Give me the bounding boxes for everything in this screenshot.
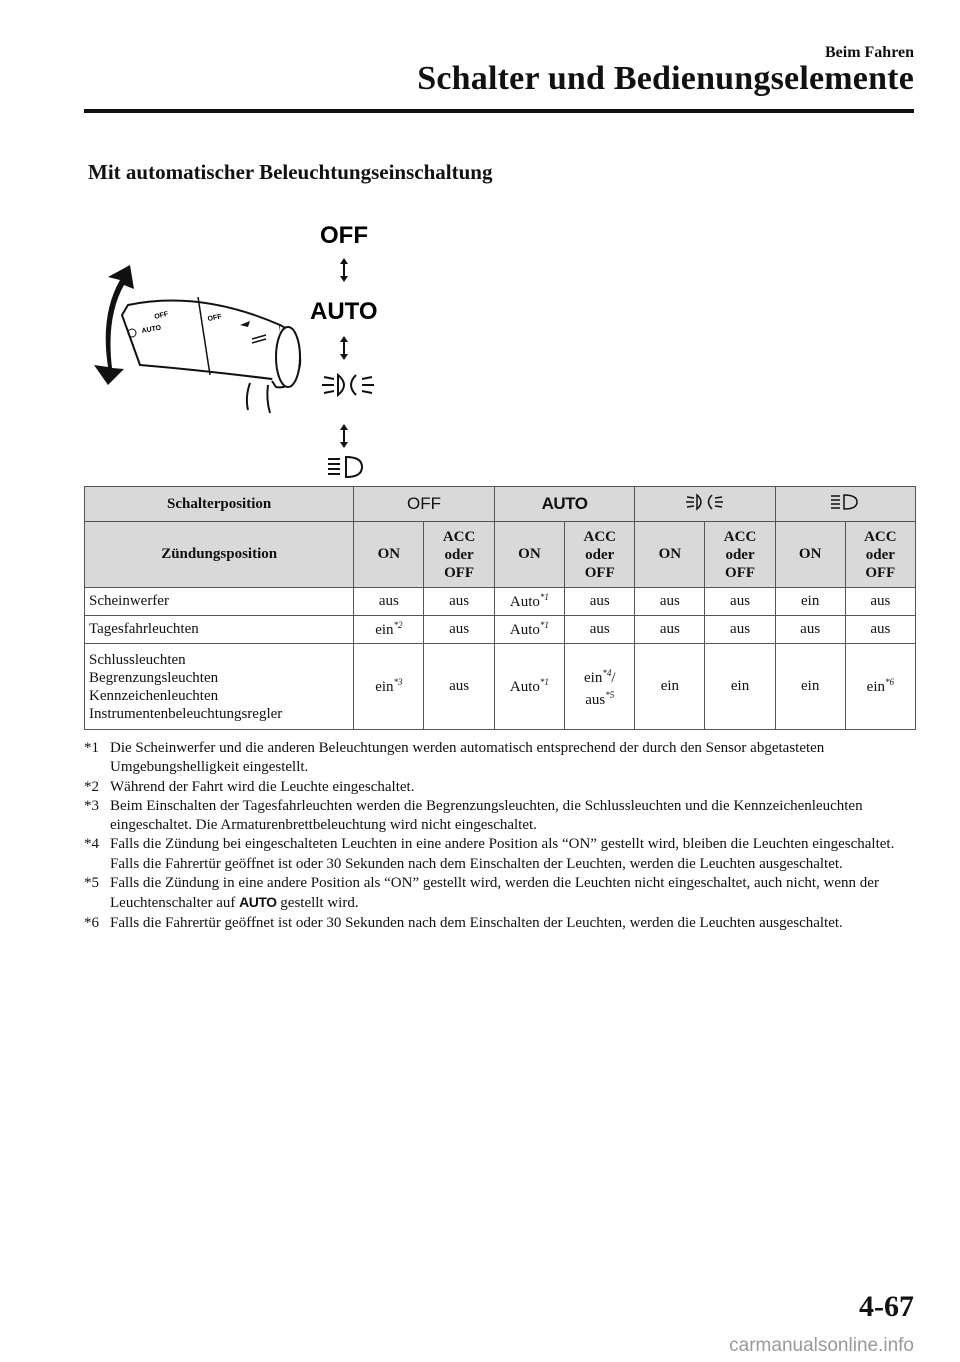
row-label-tail-lights: Schlussleuchten Begrenzungsleuchten Kennzeichenleuchten Instrumentenbeleuchtungsregler: [85, 644, 354, 730]
chapter-label: Beim Fahren: [824, 44, 914, 61]
footnotes: [84, 739, 914, 933]
page-number: 4-67: [859, 1290, 914, 1323]
table-cell: ein: [705, 644, 775, 730]
row-label-daytime-lights: Tagesfahrleuchten: [85, 616, 354, 644]
svg-text:AUTO: AUTO: [141, 324, 162, 335]
table-cell: aus: [845, 588, 915, 616]
table-cell: Auto$^{*1}$: [494, 616, 564, 644]
ignition-acc-off: ACC oder OFF: [424, 522, 494, 588]
table-cell: aus: [424, 616, 494, 644]
table-cell: aus: [424, 588, 494, 616]
parking-light-icon: [831, 494, 859, 510]
footnote: *3 Beim Einschalten der Tagesfahrleuchten werden die Begrenzungsleuchten, die Schlussleuchten und die Kennzeichenleuchten eingeschaltet. Die Armaturenbrettbeleuchtung wird nicht eingeschaltet.: [84, 797, 863, 834]
ignition-acc-off: ACC oder OFF: [845, 522, 915, 588]
updown-arrow-icon: [340, 258, 348, 282]
auto-icon: AUTO: [239, 894, 277, 911]
table-row: [85, 522, 916, 588]
table-cell: ein: [635, 644, 705, 730]
switch-position-headlight: [635, 487, 775, 522]
auto-label: AUTO: [310, 298, 378, 325]
table-cell: Auto$^{*1}$: [494, 644, 564, 730]
switch-position-auto: AUTO: [494, 487, 635, 522]
light-switch-lever: [122, 297, 300, 413]
table-cell: ein: [775, 644, 845, 730]
table-cell: ein$^{*2}$: [354, 616, 424, 644]
table-cell: aus: [775, 616, 845, 644]
table-row: [85, 616, 916, 644]
table-row: [85, 588, 916, 616]
headlight-icon: [322, 375, 374, 395]
watermark: carmanualsonline.info: [729, 1335, 914, 1356]
table-cell: aus: [565, 588, 635, 616]
svg-text:OFF: OFF: [153, 310, 170, 321]
light-switch-diagram: [80, 205, 410, 485]
table-cell: aus: [565, 616, 635, 644]
table-cell: ein$^{*4}$/ aus$^{*5}$: [565, 644, 635, 730]
ignition-on: ON: [494, 522, 564, 588]
parking-light-icon: [328, 457, 362, 477]
table-cell: aus: [845, 616, 915, 644]
updown-arrow-icon: [340, 336, 348, 360]
ignition-on: ON: [354, 522, 424, 588]
table-cell: aus: [705, 616, 775, 644]
switch-position-parking: [775, 487, 915, 522]
footnote: *1 Die Scheinwerfer und die anderen Beleuchtungen werden automatisch entsprechend der durch den Sensor abgetasteten Umgebungshelligkeit eingestellt.: [84, 740, 825, 776]
table-row: [85, 644, 916, 730]
table-cell: aus: [635, 588, 705, 616]
switch-position-off: OFF: [354, 487, 494, 522]
table-row: [85, 487, 916, 522]
svg-text:OFF: OFF: [207, 313, 223, 323]
ignition-acc-off: ACC oder OFF: [565, 522, 635, 588]
section-title: Schalter und Bedienungselemente: [417, 60, 914, 97]
row-label-headlights: Scheinwerfer: [85, 588, 354, 616]
table-cell: aus: [635, 616, 705, 644]
subheading: Mit automatischer Beleuchtungseinschaltung: [88, 160, 493, 184]
table-cell: ein$^{*3}$: [354, 644, 424, 730]
footnote: *5 Falls die Zündung in eine andere Position als “ON” gestellt wird, werden die Leuchten nicht eingeschaltet, auch nicht, wenn der Leuchtenschalter auf AUTO gestellt wird.: [84, 875, 879, 912]
table-cell: ein: [775, 588, 845, 616]
footnote: *6 Falls die Fahrertür geöffnet ist oder 30 Sekunden nach dem Einschalten der Leuchten, werden die Leuchten ausgeschaltet.: [84, 914, 843, 931]
footnote: *2 Während der Fahrt wird die Leuchte eingeschaltet.: [84, 778, 415, 795]
footnote: *4 Falls die Zündung bei eingeschalteten Leuchten in eine andere Position als “ON” gestellt wird, bleiben die Leuchten eingeschaltet. Falls die Fahrertür geöffnet ist oder 30 Sekunden nach dem Einschalten der Leuchten, werden die Leuchten ausgeschaltet.: [84, 836, 895, 872]
table-cell: ein$^{*6}$: [845, 644, 915, 730]
ignition-acc-off: ACC oder OFF: [705, 522, 775, 588]
off-label: OFF: [320, 222, 368, 249]
table-cell: aus: [354, 588, 424, 616]
headlight-icon: [685, 493, 725, 511]
table-cell: aus: [705, 588, 775, 616]
table-cell: Auto$^{*1}$: [494, 588, 564, 616]
header-rule: [84, 109, 914, 113]
ignition-on: ON: [635, 522, 705, 588]
updown-arrow-icon: [340, 424, 348, 448]
row-header-switch-position: Schalterposition: [85, 487, 354, 522]
light-status-table: [84, 486, 916, 730]
ignition-on: ON: [775, 522, 845, 588]
row-header-ignition: Zündungsposition: [85, 522, 354, 588]
table-cell: aus: [424, 644, 494, 730]
